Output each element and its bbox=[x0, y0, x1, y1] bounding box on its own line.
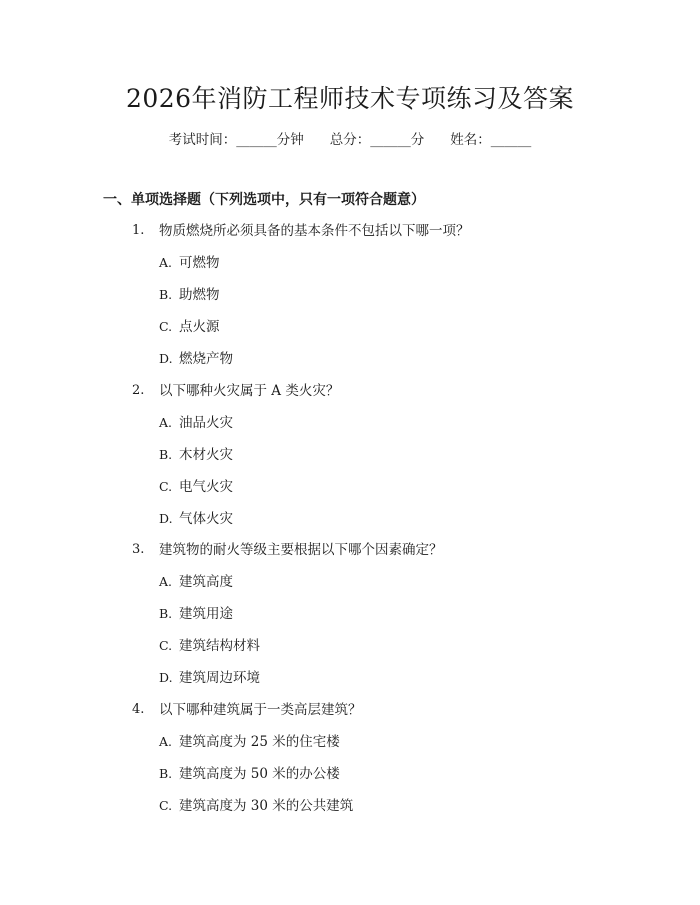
option-text: 木材火灾 bbox=[179, 447, 233, 463]
question-text: 以下哪种火灾属于 A 类火灾？ bbox=[159, 383, 340, 399]
option-letter: C. bbox=[159, 319, 173, 334]
document-title: 2026年消防工程师技术专项练习及答案 bbox=[125, 84, 575, 113]
option-text: 建筑高度为 50 米的办公楼 bbox=[179, 766, 340, 782]
option-letter: A. bbox=[159, 415, 173, 430]
option-letter: D. bbox=[159, 670, 173, 685]
option-text: 助燃物 bbox=[179, 287, 220, 303]
option-letter: A. bbox=[159, 255, 173, 270]
option-letter: B. bbox=[159, 606, 173, 621]
option-letter: A. bbox=[159, 574, 173, 589]
option-text: 燃烧产物 bbox=[179, 351, 233, 367]
exam-info-line bbox=[0, 130, 700, 150]
option-text: 电气火灾 bbox=[179, 479, 233, 495]
option-text: 建筑用途 bbox=[179, 606, 233, 622]
name-field: 姓名：______ bbox=[450, 132, 532, 148]
option-text: 建筑周边环境 bbox=[179, 670, 260, 686]
option-letter: B. bbox=[159, 766, 173, 781]
option-text: 建筑高度为 30 米的公共建筑 bbox=[179, 798, 354, 814]
total-score-field: 总分：______分 bbox=[329, 132, 425, 148]
option-letter: B. bbox=[159, 287, 173, 302]
question-text: 建筑物的耐火等级主要根据以下哪个因素确定？ bbox=[159, 542, 443, 558]
question-text: 物质燃烧所必须具备的基本条件不包括以下哪一项？ bbox=[159, 223, 470, 239]
option-letter: D. bbox=[159, 351, 173, 366]
option-text: 气体火灾 bbox=[179, 511, 233, 527]
option-letter: C. bbox=[159, 798, 173, 813]
option-letter: A. bbox=[159, 734, 173, 749]
option-text: 可燃物 bbox=[179, 255, 220, 271]
option-text: 建筑高度为 25 米的住宅楼 bbox=[179, 734, 340, 750]
question-number: 1. bbox=[132, 223, 145, 238]
question-number: 2. bbox=[132, 383, 145, 398]
option-letter: B. bbox=[159, 447, 173, 462]
option-text: 油品火灾 bbox=[179, 415, 233, 431]
question-number: 4. bbox=[132, 702, 145, 717]
option-text: 建筑结构材料 bbox=[179, 638, 260, 654]
option-letter: C. bbox=[159, 638, 173, 653]
option-text: 点火源 bbox=[179, 319, 220, 335]
question-text: 以下哪种建筑属于一类高层建筑？ bbox=[159, 702, 362, 718]
option-letter: D. bbox=[159, 511, 173, 526]
exam-time-field: 考试时间：______分钟 bbox=[168, 132, 304, 148]
question-number: 3. bbox=[132, 542, 145, 557]
section-heading: 一、单项选择题（下列选项中，只有一项符合题意） bbox=[103, 192, 425, 208]
option-letter: C. bbox=[159, 479, 173, 494]
option-text: 建筑高度 bbox=[179, 574, 233, 590]
